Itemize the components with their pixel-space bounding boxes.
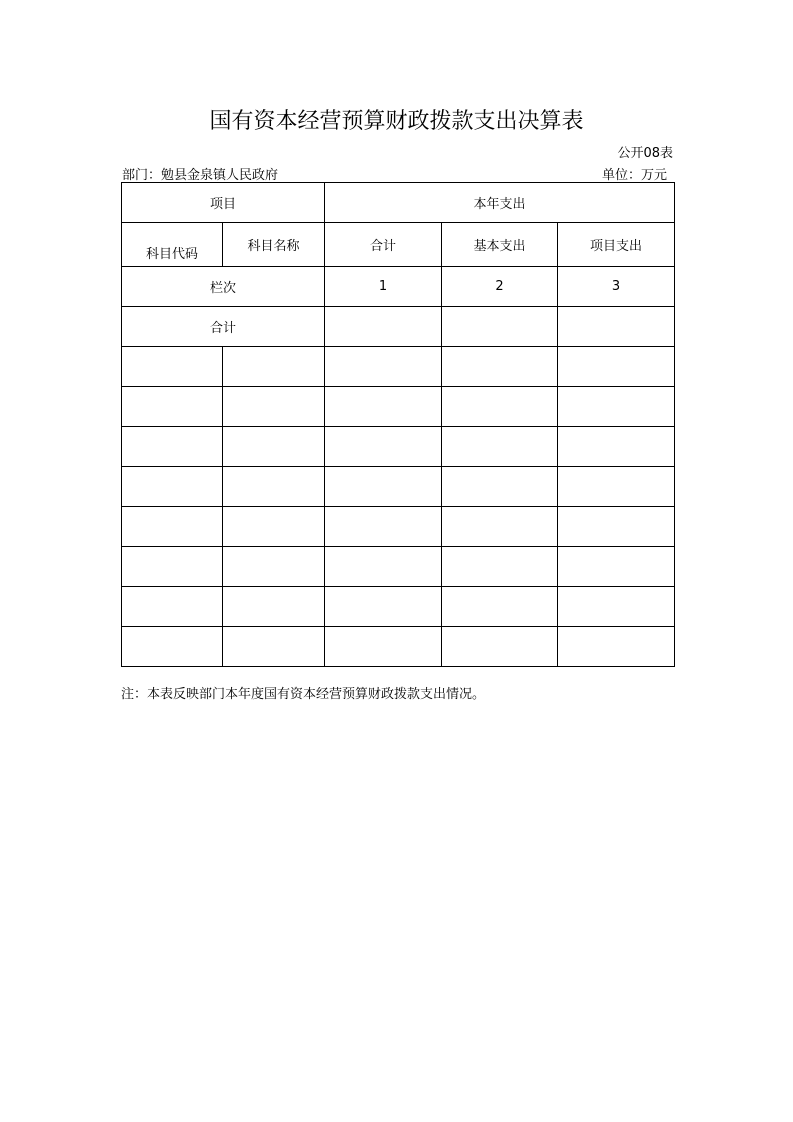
table-cell: [442, 347, 558, 387]
table-cell: [558, 507, 675, 547]
header-expense: 本年支出: [325, 183, 675, 223]
table-cell: [122, 427, 223, 467]
department-label: 部门：勉县金泉镇人民政府: [122, 168, 279, 183]
table-cell: [223, 347, 325, 387]
table-cell: [223, 627, 325, 667]
col-code: 科目代码: [122, 223, 223, 267]
table-cell: [325, 547, 442, 587]
table-row: [122, 547, 675, 587]
total-label: 合计: [122, 307, 325, 347]
table-cell: [442, 507, 558, 547]
table-cell: [325, 627, 442, 667]
total-cell: [325, 307, 442, 347]
table-cell: [558, 547, 675, 587]
header-row-1: [122, 183, 675, 223]
table-cell: [325, 427, 442, 467]
table-cell: [122, 507, 223, 547]
page-title: 国有资本经营预算财政拨款支出决算表: [209, 109, 584, 134]
col-project: 项目支出: [558, 223, 675, 267]
col-total: 合计: [325, 223, 442, 267]
index-row: [122, 267, 675, 307]
table-cell: [558, 467, 675, 507]
table-cell: [558, 627, 675, 667]
col-name: 科目名称: [223, 223, 325, 267]
footnote: 注：本表反映部门本年度国有资本经营预算财政拨款支出情况。: [121, 687, 486, 702]
table-row: [122, 347, 675, 387]
table-row: [122, 387, 675, 427]
index-label: 栏次: [122, 267, 325, 307]
header-item: 项目: [122, 183, 325, 223]
table-cell: [325, 467, 442, 507]
table-row: [122, 467, 675, 507]
form-number: 公开08表: [617, 146, 673, 161]
table-cell: [122, 467, 223, 507]
table-cell: [122, 347, 223, 387]
table-cell: [325, 587, 442, 627]
table-cell: [325, 347, 442, 387]
col-basic: 基本支出: [442, 223, 558, 267]
total-row: [122, 307, 675, 347]
total-cell: [442, 307, 558, 347]
table-cell: [558, 587, 675, 627]
table-cell: [223, 587, 325, 627]
table-cell: [122, 627, 223, 667]
table-cell: [442, 387, 558, 427]
table-cell: [558, 427, 675, 467]
table-cell: [223, 387, 325, 427]
header-row-2: [122, 223, 675, 267]
table-cell: [223, 427, 325, 467]
table-cell: [122, 587, 223, 627]
unit-label: 单位：万元: [601, 168, 667, 183]
table-cell: [223, 547, 325, 587]
total-cell: [558, 307, 675, 347]
table-cell: [442, 427, 558, 467]
table-cell: [122, 547, 223, 587]
table-cell: [325, 387, 442, 427]
table-row: [122, 507, 675, 547]
table-cell: [442, 467, 558, 507]
table-row: [122, 627, 675, 667]
table-row: [122, 587, 675, 627]
table-cell: [442, 587, 558, 627]
table-cell: [442, 627, 558, 667]
expenditure-table: [121, 182, 675, 667]
table-row: [122, 427, 675, 467]
table-cell: [223, 507, 325, 547]
table-cell: [122, 387, 223, 427]
index-3: 3: [558, 267, 675, 307]
index-2: 2: [442, 267, 558, 307]
index-1: 1: [325, 267, 442, 307]
table-cell: [223, 467, 325, 507]
table-cell: [442, 547, 558, 587]
table-cell: [558, 387, 675, 427]
table-cell: [325, 507, 442, 547]
table-cell: [558, 347, 675, 387]
